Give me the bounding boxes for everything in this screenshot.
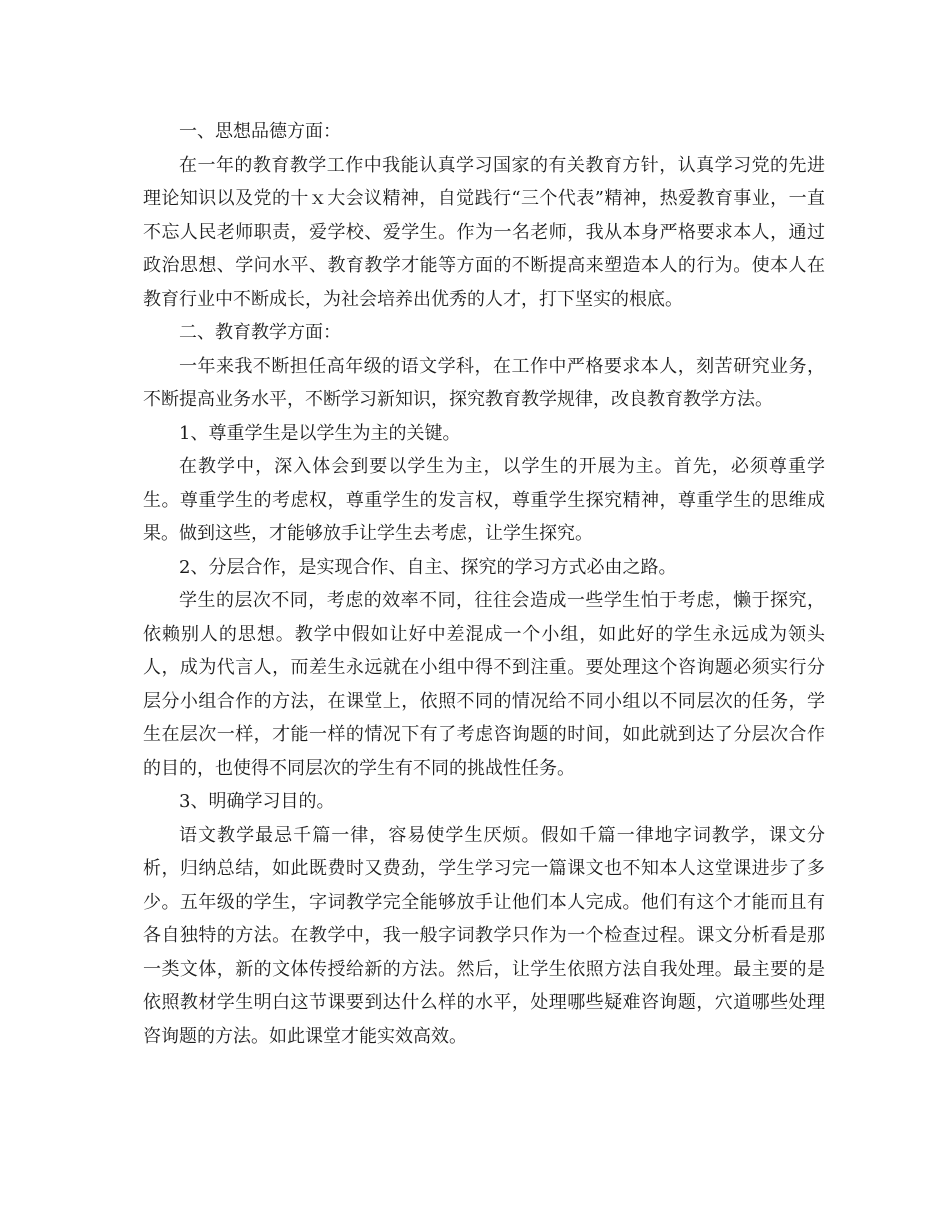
paragraph-moral-conduct: 在一年的教育教学工作中我能认真学习国家的有关教育方针，认真学习党的先进理论知识以及党的十ｘ大会议精神，自觉践行“三个代表”精神，热爱教育事业，一直不忘人民老师职责，爱学校、爱学生。作为一名老师，我从本身严格要求本人，通过政治思想、学问水平、教育教学才能等方面的不断提高来塑造本人的行为。使本人在教育行业中不断成长，为社会培养出优秀的人才，打下坚实的根底。 [143,154,825,310]
subheading-respect-students: 1、尊重学生是以学生为主的关键。 [179,422,461,444]
paragraph-layered-cooperation: 学生的层次不同，考虑的效率不同，往往会造成一些学生怕于考虑，懒于探究，依赖别人的思想。教学中假如让好中差混成一个小组，如此好的学生永远成为领头人，成为代言人，而差生永远就在小组中得不到注重。要处理这个咨询题必须实行分层分小组合作的方法，在课堂上，依照不同的情况给不同小组以不同层次的任务，学生在层次一样，才能一样的情况下有了考虑咨询题的时间，如此就到达了分层次合作的目的，也使得不同层次的学生有不同的挑战性任务。 [143,590,825,779]
paragraph-respect-students: 在教学中，深入体会到要以学生为主，以学生的开展为主。首先，必须尊重学生。尊重学生的考虑权，尊重学生的发言权，尊重学生探究精神，尊重学生的思维成果。做到这些，才能够放手让学生去考虑，让学生探究。 [143,456,825,544]
document-body [143,115,825,1053]
subheading-learning-goals: 3、明确学习目的。 [179,791,335,812]
heading-teaching: 二、教育教学方面： [179,322,341,343]
heading-moral-conduct: 一、思想品德方面： [179,121,341,142]
paragraph-learning-goals: 语文教学最忌千篇一律，容易使学生厌烦。假如千篇一律地字词教学，课文分析，归纳总结，如此既费时又费劲，学生学习完一篇课文也不知本人这堂课进步了多少。五年级的学生，字词教学完全能够放手让他们本人完成。他们有这个才能而且有各自独特的方法。在教学中，我一般字词教学只作为一个检查过程。课文分析看是那一类文体，新的文体传授给新的方法。然后，让学生依照方法自我处理。最主要的是依照教材学生明白这节课要到达什么样的水平，处理哪些疑难咨询题，穴道哪些处理咨询题的方法。如此课堂才能实效高效。 [143,824,825,1047]
paragraph-teaching-intro: 一年来我不断担任高年级的语文学科，在工作中严格要求本人，刻苦研究业务，不断提高业务水平，不断学习新知识，探究教育教学规律，改良教育教学方法。 [143,355,825,410]
subheading-layered-cooperation: 2、分层合作，是实现合作、自主、探究的学习方式必由之路。 [179,556,677,578]
